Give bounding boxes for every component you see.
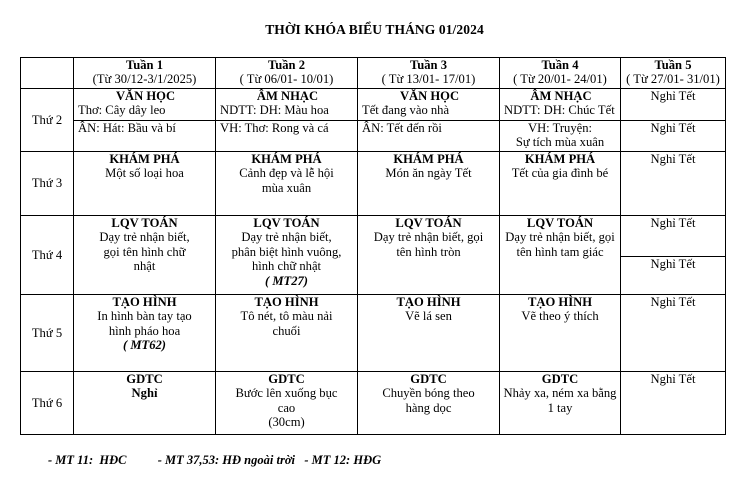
lesson: Tết đang vào nhà xyxy=(362,103,450,118)
cell xyxy=(216,295,358,372)
cell xyxy=(74,89,216,121)
lesson: Nghỉ xyxy=(131,386,158,401)
lesson: Sự tích mùa xuân xyxy=(515,135,605,150)
cell xyxy=(500,121,621,152)
subject: TẠO HÌNH xyxy=(254,295,319,309)
cell xyxy=(358,295,500,372)
holiday-cell: Nghỉ Tết xyxy=(621,216,726,257)
lesson: Thơ: Cây dây leo xyxy=(78,103,166,118)
week-header xyxy=(216,58,358,89)
week-header xyxy=(500,58,621,89)
cell xyxy=(74,372,216,435)
lesson: In hình bàn tay tạo xyxy=(97,309,192,324)
row-thu3 xyxy=(21,152,726,216)
page-title: THỜI KHÓA BIỂU THÁNG 01/2024 xyxy=(265,22,484,37)
lesson: VH: Truyện: xyxy=(527,121,593,135)
subject: TẠO HÌNH xyxy=(527,295,593,309)
lesson: NDTT: DH: Màu hoa xyxy=(220,103,329,118)
subject: LQV TOÁN xyxy=(253,216,320,230)
cell xyxy=(500,89,621,121)
schedule-table xyxy=(20,57,726,435)
holiday-cell: Nghỉ Tết xyxy=(621,372,726,435)
subject: GDTC xyxy=(126,372,163,386)
cell xyxy=(500,216,621,295)
lesson: Dạy trẻ nhận biết, gọi xyxy=(373,230,484,245)
week-header xyxy=(621,58,726,89)
week-name: Tuần 4 xyxy=(541,58,579,72)
subject: GDTC xyxy=(410,372,447,386)
cell xyxy=(358,121,500,152)
subject: LQV TOÁN xyxy=(526,216,594,230)
subject: VĂN HỌC xyxy=(115,89,176,103)
lesson: Tô nét, tô màu nải xyxy=(240,309,333,324)
week-header xyxy=(74,58,216,89)
lesson: Vẽ theo ý thích xyxy=(521,309,599,324)
lesson: hàng dọc xyxy=(405,400,452,415)
lesson: cao xyxy=(277,400,296,415)
cell xyxy=(216,121,358,152)
subject: TẠO HÌNH xyxy=(396,295,461,309)
row-thu4-a xyxy=(21,216,726,257)
lesson: hình chữ nhật xyxy=(251,259,322,274)
lesson: Vẽ lá sen xyxy=(405,309,452,324)
lesson: (30cm) xyxy=(268,415,305,430)
lesson: VH: Thơ: Rong và cá xyxy=(220,121,329,135)
subject: LQV TOÁN xyxy=(111,216,178,230)
cell xyxy=(216,89,358,121)
cell xyxy=(358,216,500,295)
lesson: gọi tên hình chữ xyxy=(103,244,186,259)
lesson: Món ăn ngày Tết xyxy=(385,166,472,181)
cell xyxy=(74,216,216,295)
lesson: 1 tay xyxy=(547,400,573,415)
subject: KHÁM PHÁ xyxy=(251,152,322,166)
week-header xyxy=(358,58,500,89)
lesson: Dạy trẻ nhận biết, xyxy=(241,230,332,245)
cell xyxy=(216,216,358,295)
corner-cell xyxy=(21,58,74,89)
row-thu5 xyxy=(21,295,726,372)
subject: KHÁM PHÁ xyxy=(393,152,464,166)
cell xyxy=(358,152,500,216)
lesson: Dạy trẻ nhận biết, xyxy=(99,230,190,245)
holiday-cell: Nghỉ Tết xyxy=(621,152,726,216)
holiday-cell: Nghỉ Tết xyxy=(621,257,726,295)
cell xyxy=(358,372,500,435)
subject: ÂM NHẠC xyxy=(530,89,592,103)
week-name: Tuần 5 xyxy=(654,58,692,72)
holiday-cell: Nghỉ Tết xyxy=(621,295,726,372)
cell xyxy=(74,295,216,372)
week-range: ( Từ 13/01- 17/01) xyxy=(381,72,476,87)
holiday-cell: Nghỉ Tết xyxy=(621,89,726,121)
day-label: Thứ 3 xyxy=(21,152,74,216)
day-label: Thứ 6 xyxy=(21,372,74,435)
lesson: Dạy trẻ nhận biết, gọi xyxy=(505,230,615,245)
cell xyxy=(216,372,358,435)
goal-note: ( MT27) xyxy=(264,273,309,288)
lesson: Tết của gia đình bé xyxy=(511,166,609,181)
row-thu2-a xyxy=(21,89,726,121)
lesson: chuối xyxy=(272,323,301,338)
header-row xyxy=(21,58,726,89)
week-range: ( Từ 06/01- 10/01) xyxy=(239,72,334,87)
legend-item: - MT 37,53: HĐ ngoài trời xyxy=(157,453,296,467)
cell xyxy=(74,121,216,152)
week-range: (Từ 30/12-3/1/2025) xyxy=(92,72,197,87)
row-thu6 xyxy=(21,372,726,435)
lesson: tên hình tam giác xyxy=(516,244,604,259)
lesson: phân biệt hình vuông, xyxy=(231,244,342,259)
lesson: tên hình tròn xyxy=(396,244,461,259)
subject: VĂN HỌC xyxy=(399,89,460,103)
cell xyxy=(74,152,216,216)
cell xyxy=(358,89,500,121)
subject: ÂM NHẠC xyxy=(256,89,319,103)
cell xyxy=(500,295,621,372)
holiday-cell: Nghỉ Tết xyxy=(621,121,726,152)
lesson: Cảnh đẹp và lễ hội xyxy=(239,166,334,181)
lesson: ÂN: Tết đến rồi xyxy=(362,121,442,135)
legend xyxy=(48,453,381,468)
lesson: mùa xuân xyxy=(261,180,312,195)
lesson: Chuyền bóng theo xyxy=(382,386,475,401)
week-name: Tuần 3 xyxy=(410,58,447,72)
subject: LQV TOÁN xyxy=(395,216,462,230)
lesson: Nhảy xa, ném xa bằng xyxy=(503,386,617,401)
week-range: ( Từ 27/01- 31/01) xyxy=(626,72,720,87)
subject: TẠO HÌNH xyxy=(112,295,177,309)
legend-item: - MT 11: HĐC xyxy=(48,453,127,467)
subject: KHÁM PHÁ xyxy=(524,152,596,166)
subject: KHÁM PHÁ xyxy=(109,152,180,166)
cell xyxy=(216,152,358,216)
subject: GDTC xyxy=(541,372,579,386)
week-name: Tuần 2 xyxy=(268,58,305,72)
row-thu2-b xyxy=(21,121,726,152)
lesson: nhật xyxy=(133,259,156,274)
lesson: hình pháo hoa xyxy=(108,323,181,338)
lesson: Một số loại hoa xyxy=(105,166,184,181)
week-name: Tuần 1 xyxy=(126,58,163,72)
cell xyxy=(500,372,621,435)
lesson: ÂN: Hát: Bầu và bí xyxy=(78,121,176,135)
lesson: Bước lên xuống bục xyxy=(235,386,338,401)
goal-note: ( MT62) xyxy=(122,338,167,353)
week-range: ( Từ 20/01- 24/01) xyxy=(513,72,607,87)
lesson: NDTT: DH: Chúc Tết xyxy=(504,103,615,118)
day-label: Thứ 2 xyxy=(21,89,74,152)
cell xyxy=(500,152,621,216)
day-label: Thứ 4 xyxy=(21,216,74,295)
subject: GDTC xyxy=(268,372,305,386)
day-label: Thứ 5 xyxy=(21,295,74,372)
legend-item: - MT 12: HĐG xyxy=(304,453,382,467)
